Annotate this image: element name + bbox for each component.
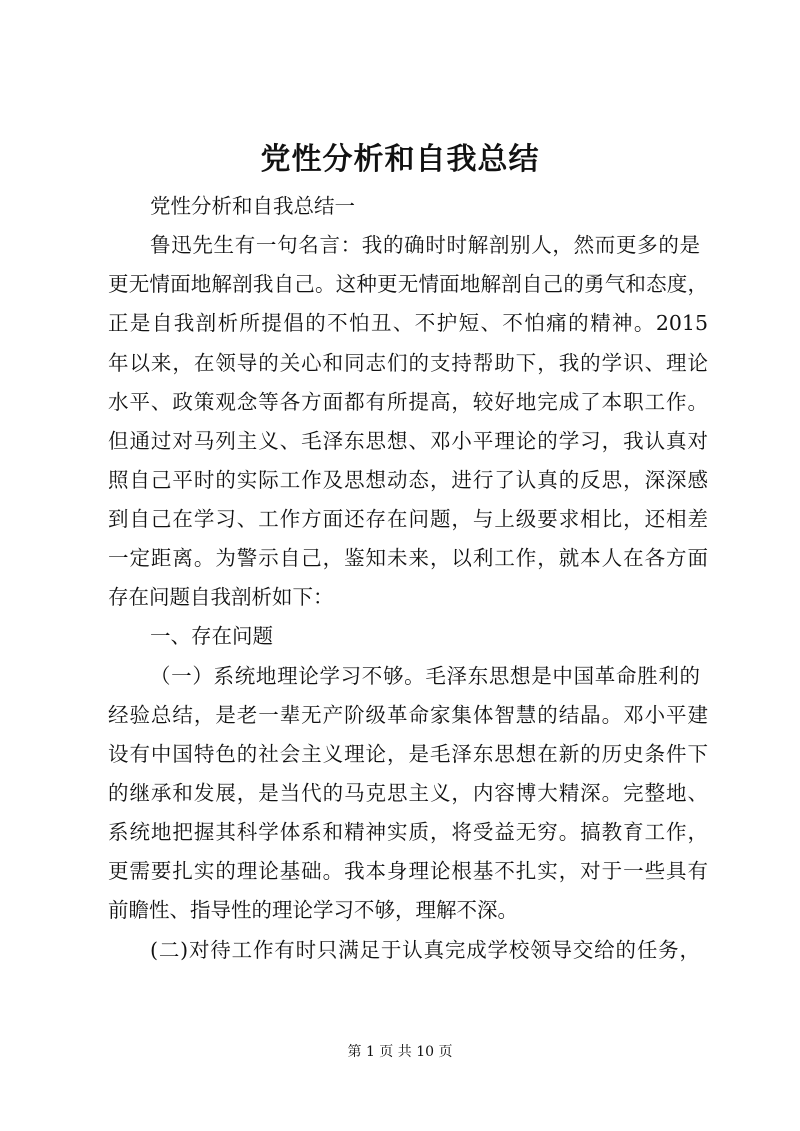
paragraph-line: 存在问题自我剖析如下： <box>108 585 334 609</box>
paragraph-line: 水平、政策观念等各方面都有所提高，较好地完成了本职工作。 <box>108 390 708 414</box>
paragraph-line: 更无情面地解剖我自己。这种更无情面地解剖自己的勇气和态度， <box>108 272 708 296</box>
paragraph-line: 经验总结，是老一辈无产阶级革命家集体智慧的结晶。邓小平建 <box>108 703 708 727</box>
paragraph-line: 前瞻性、指导性的理论学习不够，理解不深。 <box>108 898 518 922</box>
paragraph-line: 鲁迅先生有一句名言：我的确时时解剖别人，然而更多的是 <box>150 233 700 257</box>
paragraph-line: 照自己平时的实际工作及思想动态，进行了认真的反思，深深感 <box>108 468 708 492</box>
paragraph-line: 系统地把握其科学体系和精神实质，将受益无穷。搞教育工作， <box>108 820 708 844</box>
paragraph-line: 的继承和发展，是当代的马克思主义，内容博大精深。完整地、 <box>108 781 708 805</box>
page-footer: 第 1 页 共 10 页 <box>347 1044 453 1060</box>
paragraph-line: 年以来，在领导的关心和同志们的支持帮助下，我的学识、理论 <box>108 351 708 375</box>
paragraph-line: （一）系统地理论学习不够。毛泽东思想是中国革命胜利的 <box>150 664 700 688</box>
paragraph-line: 正是自我剖析所提倡的不怕丑、不护短、不怕痛的精神。2015 <box>108 311 708 335</box>
paragraph-line: 到自己在学习、工作方面还存在问题，与上级要求相比，还相差 <box>108 507 708 531</box>
paragraph-line: 一定距离。为警示自己，鉴知未来，以利工作，就本人在各方面 <box>108 546 708 570</box>
document-title: 党性分析和自我总结 <box>260 142 540 177</box>
paragraph-line: 更需要扎实的理论基础。我本身理论根基不扎实，对于一些具有 <box>108 859 708 883</box>
section-heading: 一、存在问题 <box>150 624 273 648</box>
section-subtitle: 党性分析和自我总结一 <box>150 194 355 218</box>
paragraph-line: 设有中国特色的社会主义理论，是毛泽东思想在新的历史条件下 <box>108 742 708 766</box>
paragraph-line: 但通过对马列主义、毛泽东思想、邓小平理论的学习，我认真对 <box>108 429 708 453</box>
paragraph-line: (二)对待工作有时只满足于认真完成学校领导交给的任务， <box>150 938 700 962</box>
